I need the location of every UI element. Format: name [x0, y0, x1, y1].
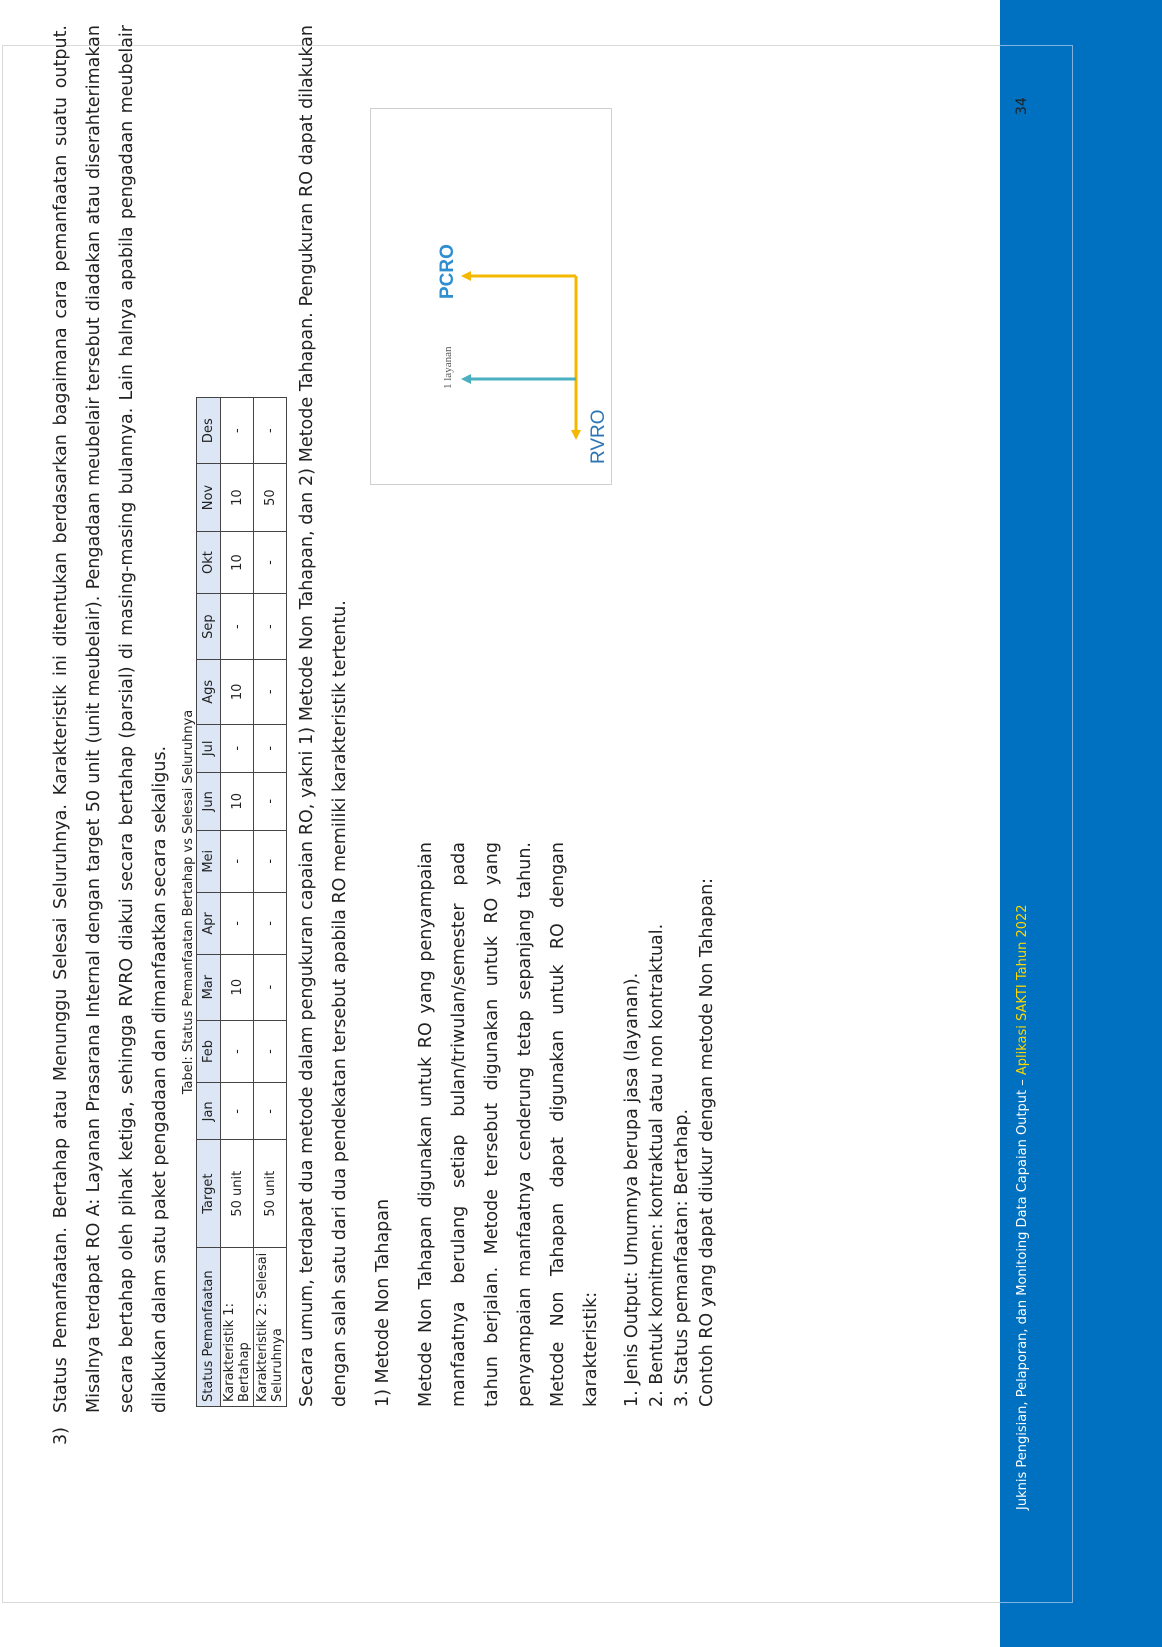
pcro-label: PCRO	[437, 244, 458, 299]
section-1-closing: Contoh RO yang dapat diukur dengan metode Non Tahapan:	[697, 877, 717, 1407]
table-cell: -	[254, 1083, 287, 1140]
status-table	[196, 397, 287, 1407]
item-3-text	[45, 25, 177, 1413]
item-3	[45, 25, 177, 1445]
table-cell: 50	[254, 464, 287, 531]
table-body	[221, 398, 287, 1407]
table-cell: 10	[221, 531, 254, 594]
table-header-cell: Feb	[197, 1020, 221, 1083]
table-cell: Karakteristik 1: Bertahap	[221, 1248, 254, 1407]
table-cell: -	[254, 594, 287, 660]
arrow-label: 1 layanan	[442, 346, 454, 389]
table-header-cell: Okt	[197, 531, 221, 594]
table-header-row	[197, 398, 221, 1407]
table-header-cell: Mar	[197, 954, 221, 1020]
list-item: 2. Bentuk komitmen: kontraktual atau non kontraktual.	[647, 923, 667, 1407]
table-row	[254, 398, 287, 1407]
table-cell: -	[254, 531, 287, 594]
table-header-cell: Jul	[197, 724, 221, 772]
rvro-pcro-diagram	[370, 108, 612, 485]
table-cell: -	[221, 830, 254, 892]
table-cell: -	[254, 398, 287, 464]
table-cell: -	[254, 954, 287, 1020]
table-cell: Karakteristik 2: Selesai Seluruhnya	[254, 1248, 287, 1407]
table-cell: -	[221, 1083, 254, 1140]
side-bar-frame	[1000, 45, 1073, 1603]
footer-text: Juknis Pengisian, Pelaporan, dan Monitoing Data Capaian Output –	[1015, 1075, 1030, 1510]
table-cell: 10	[221, 660, 254, 725]
table-cell: 50 unit	[221, 1140, 254, 1248]
pcro-arrowhead-up	[461, 271, 471, 281]
table-cell: -	[254, 660, 287, 725]
section-1-text: Metode Non Tahapan digunakan untuk RO yang penyampaian manfaatnya berulang setiap bulan/triwulan/semester pada tahun berjalan. Metode tersebut digunakan untuk RO yang penyampaian manfaatnya cenderung tetap sepanjang tahun. Metode Non Tahapan dapat digunakan untuk RO dengan karakteristik:	[416, 842, 601, 1407]
table-cell: -	[221, 594, 254, 660]
table-caption: Tabel: Status Pemanfaatan Bertahap vs Selesai Seluruhnya	[181, 709, 196, 1095]
table-cell: -	[254, 892, 287, 954]
footer-highlight: Aplikasi SAKTI Tahun 2022	[1015, 904, 1030, 1076]
table-cell: -	[221, 724, 254, 772]
table-cell: -	[254, 724, 287, 772]
table-row	[221, 398, 254, 1407]
table-header-cell: Ags	[197, 660, 221, 725]
item-number: 3)	[51, 1427, 71, 1445]
rvro-label: RVRO	[588, 409, 609, 464]
table-cell: -	[221, 1020, 254, 1083]
table-header-cell: Apr	[197, 892, 221, 954]
table-cell: -	[254, 1020, 287, 1083]
page-number: 34	[1014, 97, 1030, 115]
list-item: 1. Jenis Output: Umumnya berupa jasa (layanan).	[622, 972, 642, 1407]
table-header-cell: Jun	[197, 773, 221, 831]
characteristic-list	[620, 842, 720, 1407]
table-cell: -	[221, 892, 254, 954]
table-header-cell: Sep	[197, 594, 221, 660]
table-cell: 50 unit	[254, 1140, 287, 1248]
item-3-body: . Bertahap atau Menunggu Selesai Seluruhnya. Karakteristik ini ditentukan berdasarkan bagaimana cara pemanfaatan suatu output. Misalnya terdapat RO A: Layanan Prasarana Internal dengan target 50 unit (unit meubelair). Pengadaan meubelair tersebut diadakan atau diserahterimakan secara bertahap oleh pihak ketiga, sehingga RVRO diakui secara bertahap (parsial) di masing-masing bulannya. Lain halnya apabila pengadaan meubelair dilakukan dalam satu paket pengadaan dan dimanfaatkan secara sekaligus.	[51, 25, 170, 1413]
table-cell: 10	[221, 464, 254, 531]
rotated-content	[45, 25, 745, 1445]
table-cell: -	[221, 398, 254, 464]
section-1-text-col	[410, 842, 720, 1407]
table-header-cell: Target	[197, 1140, 221, 1248]
pcro-arrowhead-left	[571, 430, 581, 440]
list-item: 3. Status pemanfaatan: Bertahap.	[672, 1108, 692, 1407]
table-header-cell: Des	[197, 398, 221, 464]
table-cell: 10	[221, 954, 254, 1020]
table-header-cell: Mei	[197, 830, 221, 892]
table-cell: -	[254, 830, 287, 892]
table-header-cell: Jan	[197, 1083, 221, 1140]
intro-methods: Secara umum, terdapat dua metode dalam pengukuran capaian RO, yakni 1) Metode Non Tahapan, dan 2) Metode Tahapan. Pengukuran RO dapat dilakukan dengan salah satu dari dua pendekatan tersebut apabila RO memiliki karakteristik tertentu.	[297, 25, 350, 1407]
table-cell: 10	[221, 773, 254, 831]
table-cell: -	[254, 773, 287, 831]
table-header-cell: Status Pemanfaatan	[197, 1248, 221, 1407]
diagram-svg	[371, 109, 611, 484]
teal-arrowhead	[461, 374, 471, 384]
item-3-title: Status Pemanfaatan	[51, 1232, 71, 1413]
section-1-heading: 1) Metode Non Tahapan	[373, 1198, 393, 1407]
table-header-cell: Nov	[197, 464, 221, 531]
footer	[1015, 904, 1030, 1510]
